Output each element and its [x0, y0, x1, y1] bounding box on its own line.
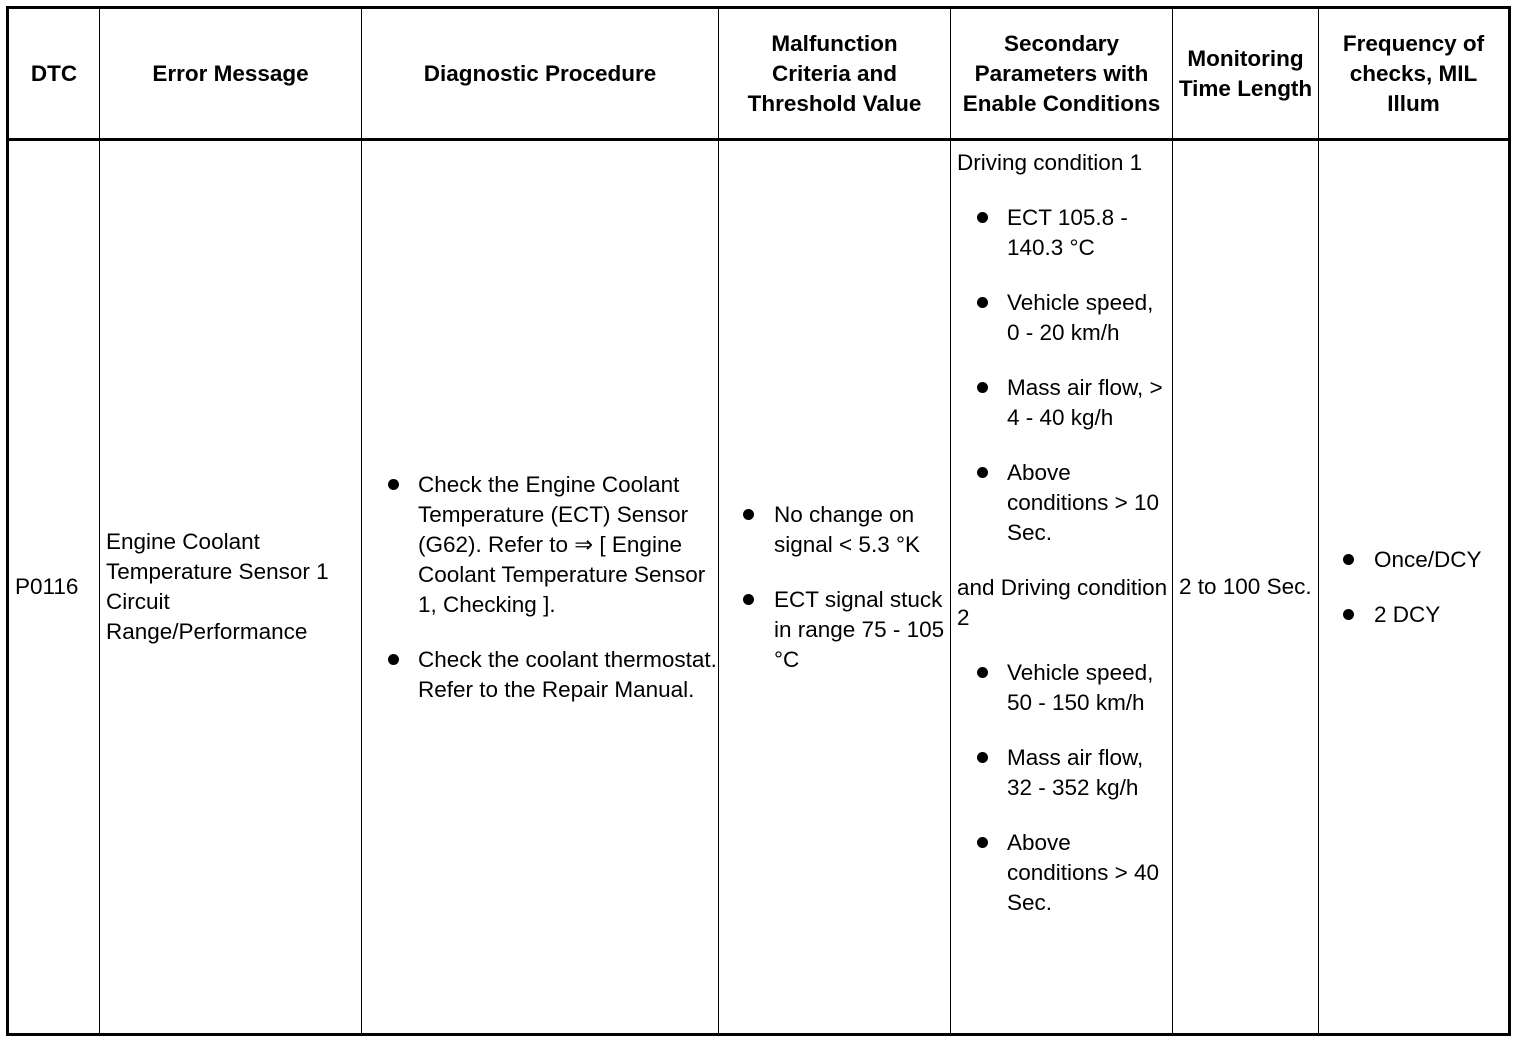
frequency-item: Once/DCY — [1319, 545, 1508, 575]
diagnostic-procedure — [362, 140, 719, 1035]
condition-item: Mass air flow, 32 - 352 kg/h — [951, 743, 1172, 803]
frequency — [1319, 140, 1510, 1035]
criteria-item: ECT signal stuck in range 75 - 105 °C — [719, 585, 950, 675]
header-malfunction-criteria: Malfunction Criteria and Threshold Value — [719, 8, 951, 140]
condition-1-list — [951, 203, 1172, 548]
secondary-parameters — [951, 140, 1173, 1035]
condition-item: Vehicle speed, 50 - 150 km/h — [951, 658, 1172, 718]
header-diagnostic-procedure: Diagnostic Procedure — [362, 8, 719, 140]
frequency-list — [1319, 545, 1508, 630]
header-secondary-parameters: Secondary Parameters with Enable Conditions — [951, 8, 1173, 140]
condition-2-list — [951, 658, 1172, 918]
condition-item: Mass air flow, > 4 - 40 kg/h — [951, 373, 1172, 433]
header-dtc: DTC — [8, 8, 100, 140]
error-message: Engine Coolant Temperature Sensor 1 Circuit Range/Performance — [100, 140, 362, 1035]
table-row — [8, 140, 1510, 1035]
condition-item: Above conditions > 10 Sec. — [951, 458, 1172, 548]
criteria-item: No change on signal < 5.3 °K — [719, 500, 950, 560]
frequency-item: 2 DCY — [1319, 600, 1508, 630]
dtc-table — [6, 6, 1511, 1036]
condition-2-label: and Driving condition 2 — [957, 575, 1168, 630]
procedure-list — [362, 470, 718, 705]
header-frequency: Frequency of checks, MIL Illum — [1319, 8, 1510, 140]
criteria-list — [719, 500, 950, 675]
condition-item: Above conditions > 40 Sec. — [951, 828, 1172, 918]
condition-item: Vehicle speed, 0 - 20 km/h — [951, 288, 1172, 348]
dtc-code: P0116 — [8, 140, 100, 1035]
monitoring-time: 2 to 100 Sec. — [1173, 140, 1319, 1035]
condition-1-label: Driving condition 1 — [957, 150, 1143, 175]
header-monitoring-time: Monitoring Time Length — [1173, 8, 1319, 140]
procedure-item: Check the coolant thermostat. Refer to the Repair Manual. — [362, 645, 718, 705]
condition-item: ECT 105.8 - 140.3 °C — [951, 203, 1172, 263]
header-row — [8, 8, 1510, 140]
header-error-message: Error Message — [100, 8, 362, 140]
malfunction-criteria — [719, 140, 951, 1035]
procedure-item: Check the Engine Coolant Temperature (ECT) Sensor (G62). Refer to ⇒ [ Engine Coolant Temperature Sensor 1, Checking ]. — [362, 470, 718, 620]
